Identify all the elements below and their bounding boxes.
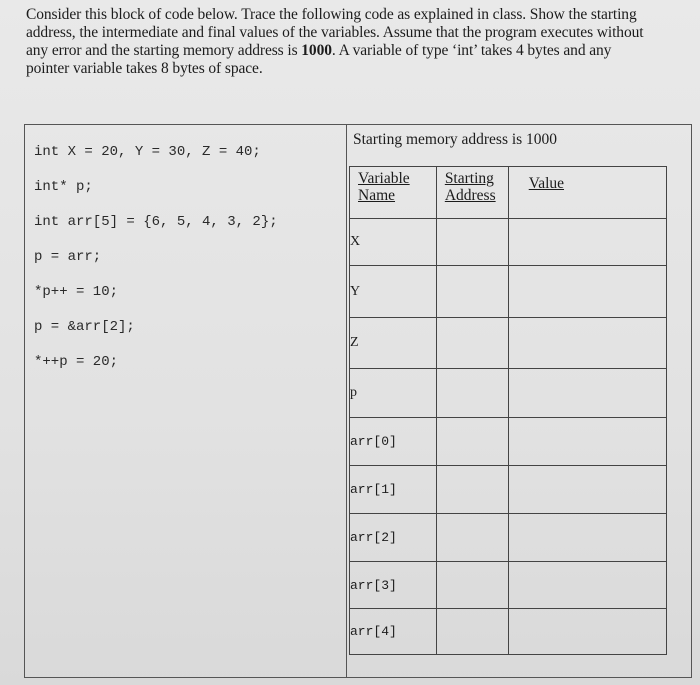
cell-value[interactable] [508, 609, 666, 655]
cell-value[interactable] [508, 266, 666, 318]
cell-start-address[interactable] [436, 318, 508, 369]
table-row [350, 318, 667, 369]
cell-name: arr[4] [350, 609, 437, 655]
code-line: *++p = 20; [34, 354, 119, 370]
cell-name: arr[3] [350, 562, 437, 609]
question-line-1: Consider this block of code below. Trace the following code as explained in class. Show the starting [26, 6, 637, 23]
table-row [350, 369, 667, 418]
cell-name: X [350, 219, 437, 266]
table-row [350, 609, 667, 655]
cell-start-address[interactable] [436, 562, 508, 609]
cell-value[interactable] [508, 514, 666, 562]
table-row [350, 418, 667, 466]
cell-start-address[interactable] [436, 609, 508, 655]
question-text [26, 6, 691, 78]
code-line: int arr[5] = {6, 5, 4, 3, 2}; [34, 214, 278, 230]
cell-name: arr[1] [350, 466, 437, 514]
cell-start-address[interactable] [436, 514, 508, 562]
code-line: p = arr; [34, 249, 102, 265]
cell-value[interactable] [508, 369, 666, 418]
cell-start-address[interactable] [436, 466, 508, 514]
cell-value[interactable] [508, 562, 666, 609]
table-row [350, 514, 667, 562]
cell-name: Y [350, 266, 437, 318]
cell-name: arr[2] [350, 514, 437, 562]
table-row [350, 266, 667, 318]
question-line-3-text: any error and the starting memory address is [26, 42, 302, 59]
trace-title: Starting memory address is 1000 [353, 131, 558, 148]
trace-table [349, 166, 667, 655]
header-starting-address: Starting Address [436, 167, 508, 219]
trace-pane [347, 124, 692, 678]
table-row [350, 466, 667, 514]
cell-name: arr[0] [350, 418, 437, 466]
cell-value[interactable] [508, 466, 666, 514]
code-line: int* p; [34, 179, 93, 195]
table-header-row [350, 167, 667, 219]
code-line: *p++ = 10; [34, 284, 119, 300]
cell-start-address[interactable] [436, 266, 508, 318]
cell-name: Z [350, 318, 437, 369]
question-line-2: address, the intermediate and final values of the variables. Assume that the program executes without [26, 24, 644, 41]
header-variable-name: Variable Name [350, 167, 437, 219]
cell-start-address[interactable] [436, 219, 508, 266]
table-row [350, 562, 667, 609]
code-line: int X = 20, Y = 30, Z = 40; [34, 144, 261, 160]
cell-value[interactable] [508, 318, 666, 369]
question-line-4: pointer variable takes 8 bytes of space. [26, 60, 263, 77]
cell-name: p [350, 369, 437, 418]
cell-start-address[interactable] [436, 418, 508, 466]
table-row [350, 219, 667, 266]
starting-address-value: 1000 [301, 42, 332, 59]
header-value: Value [508, 167, 666, 219]
question-line-3 [26, 42, 691, 60]
question-line-3-tail: . A variable of type ‘int’ takes 4 bytes and any [331, 42, 612, 59]
cell-value[interactable] [508, 219, 666, 266]
cell-start-address[interactable] [436, 369, 508, 418]
code-line: p = &arr[2]; [34, 319, 135, 335]
cell-value[interactable] [508, 418, 666, 466]
code-block [24, 124, 347, 678]
